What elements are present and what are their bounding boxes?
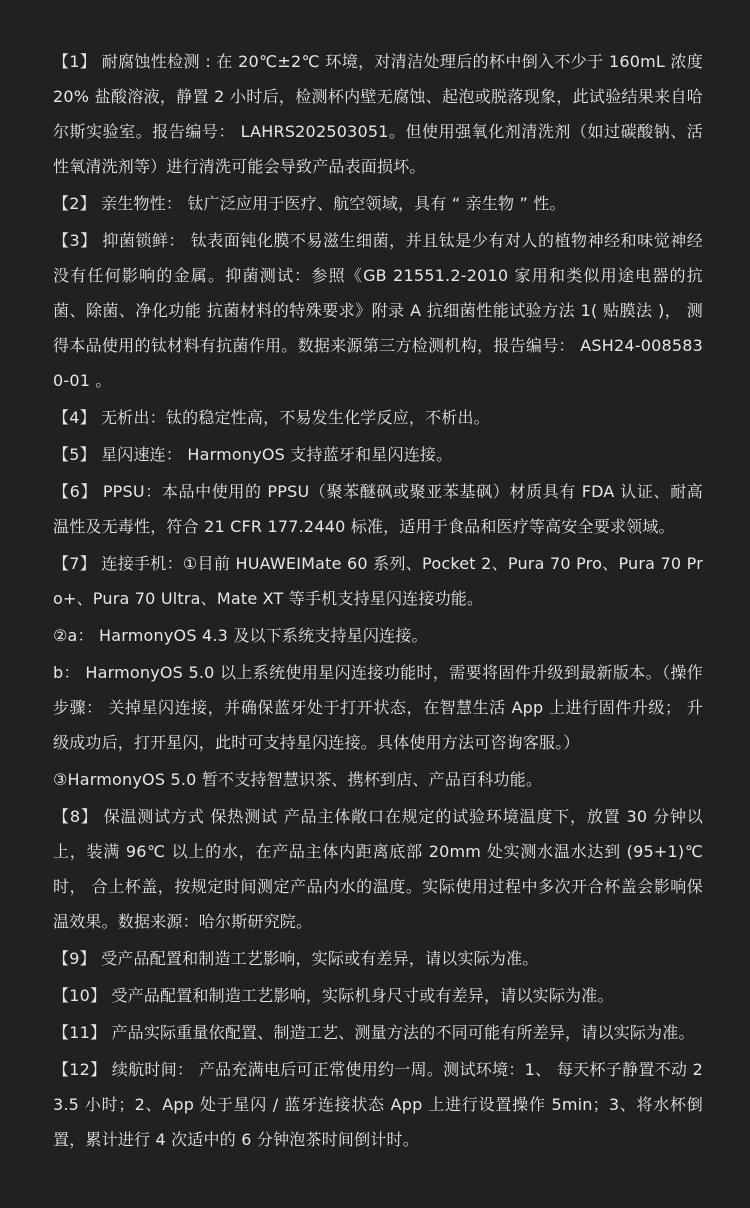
note-2-biocompatibility: 【2】 亲生物性： 钛广泛应用于医疗、航空领域，具有 “ 亲生物 ” 性。 bbox=[53, 194, 566, 213]
note-11-weight: 【11】 产品实际重量依配置、制造工艺、测量方法的不同可能有所差异，请以实际为准。 bbox=[53, 1023, 695, 1042]
note-9-configuration: 【9】 受产品配置和制造工艺影响，实际或有差异，请以实际为准。 bbox=[53, 949, 539, 968]
note-7-phone-connection: 【7】 连接手机：①目前 HUAWEIMate 60 系列、Pocket 2、Pura 70 Pro、Pura 70 Pro+、Pura 70 Ultra、Mate XT 等手机支持星闪连接功能。 bbox=[53, 554, 703, 608]
note-7-sub-b: b： HarmonyOS 5.0 以上系统使用星闪连接功能时，需要将固件升级到最新版本。（操作步骤： 关掉星闪连接，并确保蓝牙处于打开状态，在智慧生活 App 上进行固件升级； 升级成功后，打开星闪，此时可支持星闪连接。具体使用方法可咨询客服。） bbox=[53, 663, 703, 752]
note-5-nearlink-connection: 【5】 星闪速连： HarmonyOS 支持蓝牙和星闪连接。 bbox=[53, 445, 453, 464]
note-8-heat-retention: 【8】 保温测试方式 保热测试 产品主体敞口在规定的试验环境温度下，放置 30 分钟以上，装满 96℃ 以上的水，在产品主体内距离底部 20mm 处实测水温水达到 (95+1)℃ 时， 合上杯盖，按规定时间测定产品内水的温度。实际使用过程中多次开合杯盖会影响保温效果。数据来源：哈尔斯研究院。 bbox=[53, 807, 703, 931]
note-6-ppsu: 【6】 PPSU：本品中使用的 PPSU（聚苯醚砜或聚亚苯基砜）材质具有 FDA 认证、耐高温性及无毒性，符合 21 CFR 177.2440 标准，适用于食品和医疗等高安全要求领域。 bbox=[53, 482, 703, 536]
note-3-antibacterial: 【3】 抑菌锁鲜： 钛表面钝化膜不易滋生细菌，并且钛是少有对人的植物神经和味觉神经没有任何影响的金属。抑菌测试：参照《GB 21551.2-2010 家用和类似用途电器的抗菌、除菌、净化功能 抗菌材料的特殊要求》附录 A 抗细菌性能试验方法 1( 贴膜法 )， 测得本品使用的钛材料有抗菌作用。数据来源第三方检测机构，报告编号： ASH24-0085830-01 。 bbox=[53, 231, 703, 390]
note-7-sub-a: ②a： HarmonyOS 4.3 及以下系统支持星闪连接。 bbox=[53, 626, 428, 645]
note-1-corrosion-resistance: 【1】 耐腐蚀性检测 : 在 20℃±2℃ 环境，对清洁处理后的杯中倒入不少于 160mL 浓度 20% 盐酸溶液，静置 2 小时后，检测杯内壁无腐蚀、起泡或脱落现象，此试验结果来自哈尔斯实验室。报告编号： LAHRS202503051。但使用强氧化剂清洗剂（如过碳酸钠、活性氧清洗剂等）进行清洗可能会导致产品表面损坏。 bbox=[53, 52, 703, 176]
disclaimer-notes bbox=[53, 44, 703, 1159]
note-7-sub-3: ③HarmonyOS 5.0 暂不支持智慧识茶、携杯到店、产品百科功能。 bbox=[53, 770, 543, 789]
note-12-battery-life: 【12】 续航时间： 产品充满电后可正常使用约一周。测试环境：1、 每天杯子静置不动 23.5 小时；2、App 处于星闪 / 蓝牙连接状态 App 上进行设置操作 5min；3、将水杯倒置，累计进行 4 次适中的 6 分钟泡茶时间倒计时。 bbox=[53, 1060, 703, 1149]
note-4-no-leaching: 【4】 无析出：钛的稳定性高，不易发生化学反应，不析出。 bbox=[53, 408, 490, 427]
note-10-dimensions: 【10】 受产品配置和制造工艺影响，实际机身尺寸或有差异，请以实际为准。 bbox=[53, 986, 614, 1005]
